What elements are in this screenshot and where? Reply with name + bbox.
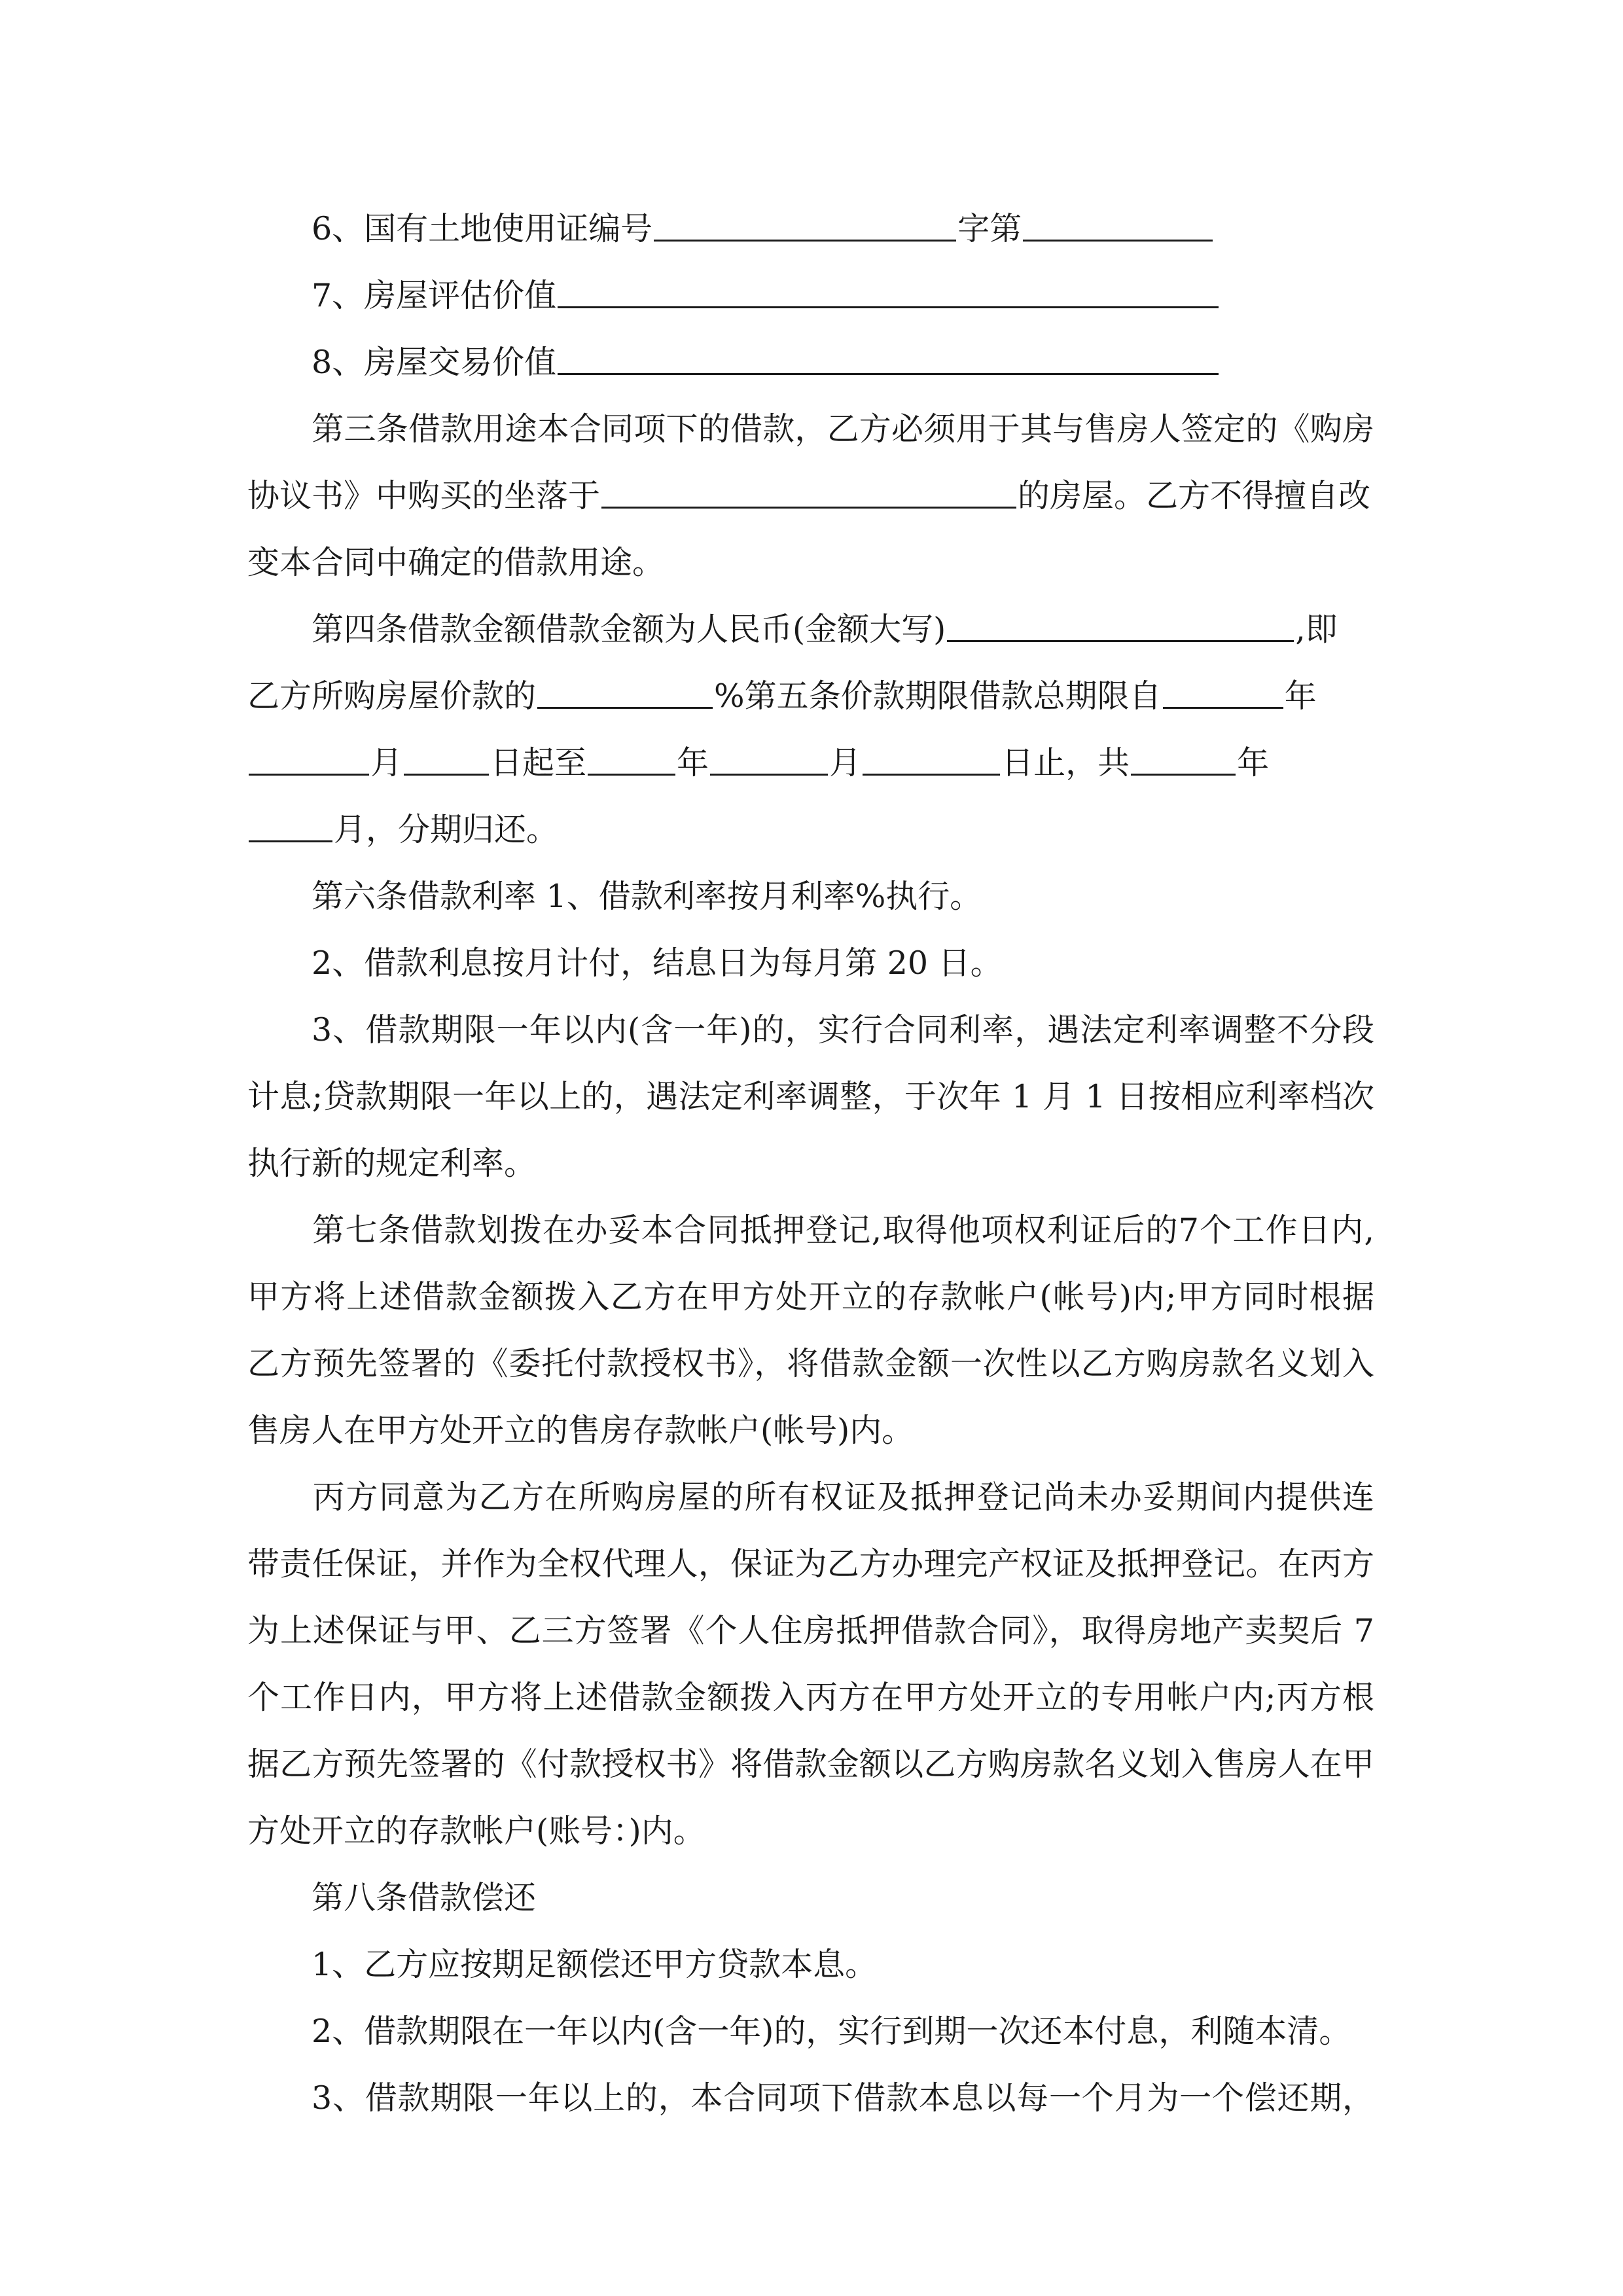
line-article-5-end: 月，分期归还。 (247, 797, 558, 863)
blank-field (249, 797, 332, 842)
line-appraisal-value: 7、房屋评估价值 (247, 263, 1220, 329)
line-guarantee-f: 方处开立的存款帐户(账号：)内。 (247, 1812, 705, 1850)
blank-field (404, 730, 489, 776)
blank-field (601, 463, 1016, 509)
line-article-6-3c: 执行新的规定利率。 (247, 1145, 537, 1182)
line-article-4: 第四条借款金额借款金额为人民币(金额大写) ,即 (247, 597, 1338, 662)
blank-field (863, 730, 1000, 776)
line-article-3: 第三条借款用途本合同项下的借款，乙方必须用于其与售房人签定的《购房 (312, 410, 1374, 448)
blank-field (1023, 196, 1213, 242)
line-guarantee-b: 带责任保证，并作为全权代理人，保证为乙方办理完产权证及抵押登记。在丙方 (247, 1545, 1374, 1583)
line-guarantee: 丙方同意为乙方在所购房屋的所有权证及抵押登记尚未办妥期间内提供连 (312, 1479, 1374, 1516)
line-article-7d: 售房人在甲方处开立的售房存款帐户(帐号)内。 (247, 1412, 914, 1449)
line-article-6: 第六条借款利率 1、借款利率按月利率%执行。 (312, 878, 982, 915)
blank-field (588, 730, 675, 776)
blank-field (249, 730, 369, 776)
line-transaction-value: 8、房屋交易价值 (247, 330, 1220, 395)
line-article-6-3b: 计息;贷款期限一年以上的，遇法定利率调整，于次年 1 月 1 日按相应利率档次 (247, 1078, 1374, 1115)
line-guarantee-c: 为上述保证与甲、乙三方签署《个人住房抵押借款合同》，取得房地产卖契后 7 (247, 1612, 1374, 1649)
blank-field (710, 730, 828, 776)
blank-field (558, 263, 1219, 308)
blank-field (558, 330, 1219, 375)
line-article-7c: 乙方预先签署的《委托付款授权书》，将借款金额一次性以乙方购房款名义划入 (247, 1345, 1374, 1382)
line-article-7b: 甲方将上述借款金额拨入乙方在甲方处开立的存款帐户(帐号)内;甲方同时根据 (247, 1278, 1374, 1316)
blank-field (654, 196, 956, 242)
line-article-3-end: 变本合同中确定的借款用途。 (247, 544, 665, 581)
line-article-7: 第七条借款划拨在办妥本合同抵押登记,取得他项权利证后的7个工作日内, (312, 1211, 1374, 1249)
line-article-8-3: 3、借款期限一年以上的，本合同项下借款本息以每一个月为一个偿还期， (312, 2079, 1374, 2117)
line-article-8-2: 2、借款期限在一年以内(含一年)的，实行到期一次还本付息，利随本清。 (312, 2013, 1351, 2050)
blank-field (1163, 664, 1283, 709)
line-land-certificate: 6、国有土地使用证编号 字第 (247, 196, 1214, 262)
line-article-6-3: 3、借款期限一年以内(含一年)的，实行合同利率，遇法定利率调整不分段 (312, 1011, 1374, 1049)
line-guarantee-d: 个工作日内，甲方将上述借款金额拨入丙方在甲方处开立的专用帐户内;丙方根 (247, 1679, 1374, 1716)
line-article-5-dates: 月 日起至 年 月 日止，共 年 (247, 730, 1269, 796)
line-guarantee-e: 据乙方预先签署的《付款授权书》将借款金额以乙方购房款名义划入售房人在甲 (247, 1746, 1374, 1783)
line-article-4-5: 乙方所购房屋价款的 %第五条价款期限借款总期限自 年 (247, 664, 1317, 729)
line-article-3-location: 协议书》中购买的坐落于 的房屋。乙方不得擅自改 (247, 463, 1370, 529)
blank-field (537, 664, 713, 709)
blank-field (1131, 730, 1236, 776)
line-article-6-2: 2、借款利息按月计付，结息日为每月第 20 日。 (312, 944, 1003, 982)
line-article-8-title: 第八条借款偿还 (312, 1879, 537, 1916)
blank-field (947, 597, 1294, 642)
line-article-8-1: 1、乙方应按期足额偿还甲方贷款本息。 (312, 1946, 878, 1983)
